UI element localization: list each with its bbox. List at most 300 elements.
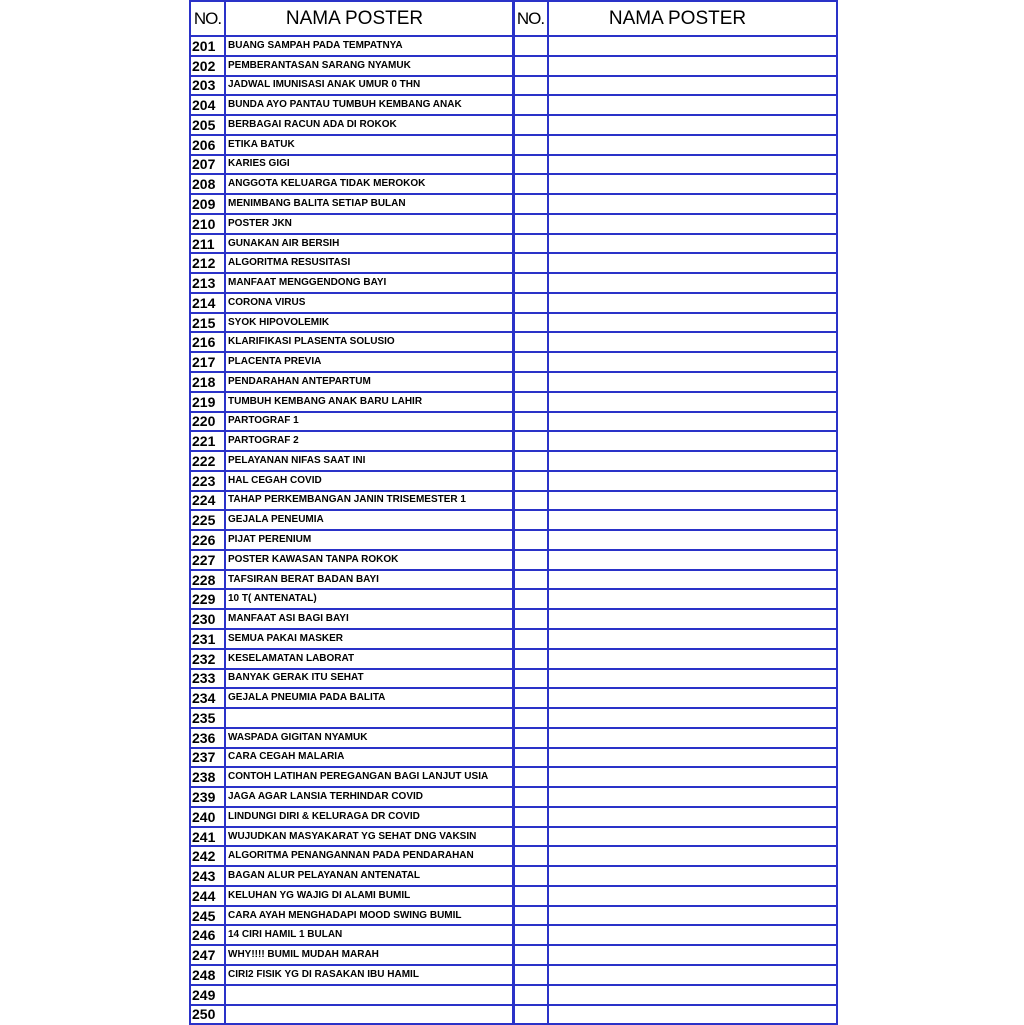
table-row: [190, 827, 514, 847]
table-row: [190, 194, 514, 214]
poster-number: 239: [190, 787, 225, 807]
table-row: [513, 135, 837, 155]
poster-number: [513, 115, 548, 135]
right-poster-table: [512, 0, 838, 1025]
poster-name: [548, 965, 837, 985]
poster-name: [548, 352, 837, 372]
table-row: [190, 807, 514, 827]
poster-name: [548, 332, 837, 352]
poster-number: 204: [190, 95, 225, 115]
table-row: [513, 866, 837, 886]
poster-number: [513, 530, 548, 550]
poster-name: [548, 748, 837, 768]
poster-number: [513, 669, 548, 689]
poster-number: 224: [190, 491, 225, 511]
poster-name: KLARIFIKASI PLASENTA SOLUSIO: [225, 332, 514, 352]
poster-number: 233: [190, 669, 225, 689]
poster-number: 223: [190, 471, 225, 491]
poster-name: KARIES GIGI: [225, 155, 514, 175]
table-row: [513, 115, 837, 135]
poster-number: [513, 135, 548, 155]
table-row: [513, 95, 837, 115]
table-row: [513, 846, 837, 866]
table-header-row: [190, 1, 514, 36]
poster-number: 235: [190, 708, 225, 728]
poster-number: [513, 352, 548, 372]
table-row: [513, 530, 837, 550]
poster-number: [513, 76, 548, 96]
table-row: [190, 530, 514, 550]
table-row: [513, 728, 837, 748]
poster-number: [513, 56, 548, 76]
poster-name: [548, 214, 837, 234]
table-row: [513, 451, 837, 471]
table-row: [513, 412, 837, 432]
poster-name: [548, 313, 837, 333]
table-row: [190, 273, 514, 293]
poster-name: HAL CEGAH COVID: [225, 471, 514, 491]
table-row: [513, 945, 837, 965]
poster-number: [513, 36, 548, 56]
table-row: [513, 748, 837, 768]
poster-number: 234: [190, 688, 225, 708]
table-row: [513, 253, 837, 273]
table-row: [513, 807, 837, 827]
poster-name: GEJALA PENEUMIA: [225, 510, 514, 530]
poster-number: [513, 510, 548, 530]
table-row: [190, 550, 514, 570]
poster-number: 214: [190, 293, 225, 313]
poster-name: BUNDA AYO PANTAU TUMBUH KEMBANG ANAK: [225, 95, 514, 115]
poster-number: [513, 886, 548, 906]
left-table-body: [190, 36, 514, 1024]
table-row: [190, 649, 514, 669]
poster-name: KELUHAN YG WAJIG DI ALAMI BUMIL: [225, 886, 514, 906]
poster-number: 237: [190, 748, 225, 768]
table-row: [190, 214, 514, 234]
poster-name: [548, 76, 837, 96]
poster-name: [548, 412, 837, 432]
poster-name: [548, 945, 837, 965]
table-row: [513, 570, 837, 590]
poster-number: [513, 787, 548, 807]
poster-name: JAGA AGAR LANSIA TERHINDAR COVID: [225, 787, 514, 807]
poster-number: [513, 194, 548, 214]
table-row: [190, 609, 514, 629]
table-row: [190, 886, 514, 906]
table-row: [190, 155, 514, 175]
table-row: [190, 965, 514, 985]
poster-name: [548, 293, 837, 313]
poster-name: ANGGOTA KELUARGA TIDAK MEROKOK: [225, 174, 514, 194]
table-row: [513, 688, 837, 708]
poster-name: [548, 807, 837, 827]
poster-number: 246: [190, 925, 225, 945]
poster-name: [548, 629, 837, 649]
table-row: [190, 1005, 514, 1025]
poster-name: [225, 985, 514, 1005]
poster-number: [513, 807, 548, 827]
poster-name: [548, 95, 837, 115]
poster-number: 212: [190, 253, 225, 273]
table-row: [513, 1005, 837, 1025]
table-row: [190, 728, 514, 748]
table-row: [513, 332, 837, 352]
poster-number: [513, 649, 548, 669]
table-row: [513, 392, 837, 412]
poster-name: WUJUDKAN MASYAKARAT YG SEHAT DNG VAKSIN: [225, 827, 514, 847]
poster-name: [548, 589, 837, 609]
poster-number: [513, 708, 548, 728]
table-row: [190, 491, 514, 511]
poster-number: [513, 313, 548, 333]
poster-name: ALGORITMA PENANGANNAN PADA PENDARAHAN: [225, 846, 514, 866]
table-row: [190, 669, 514, 689]
table-row: [190, 510, 514, 530]
table-row: [190, 135, 514, 155]
table-row: [190, 174, 514, 194]
table-row: [513, 609, 837, 629]
poster-number: 248: [190, 965, 225, 985]
poster-number: [513, 451, 548, 471]
poster-name: PIJAT PERENIUM: [225, 530, 514, 550]
poster-name: [548, 649, 837, 669]
poster-number: [513, 589, 548, 609]
poster-name: [548, 471, 837, 491]
table-row: [190, 431, 514, 451]
table-row: [513, 787, 837, 807]
table-row: [190, 293, 514, 313]
table-row: [513, 155, 837, 175]
poster-number: 226: [190, 530, 225, 550]
poster-number: [513, 985, 548, 1005]
poster-number: [513, 372, 548, 392]
poster-name: BUANG SAMPAH PADA TEMPATNYA: [225, 36, 514, 56]
poster-name: [548, 827, 837, 847]
table-row: [513, 906, 837, 926]
poster-name: [548, 174, 837, 194]
poster-name: [225, 1005, 514, 1025]
table-row: [190, 451, 514, 471]
table-row: [190, 332, 514, 352]
table-row: [190, 313, 514, 333]
poster-name: TAHAP PERKEMBANGAN JANIN TRISEMESTER 1: [225, 491, 514, 511]
poster-number: 240: [190, 807, 225, 827]
poster-name: BANYAK GERAK ITU SEHAT: [225, 669, 514, 689]
poster-name: [548, 115, 837, 135]
poster-name: [548, 491, 837, 511]
table-row: [190, 866, 514, 886]
table-row: [513, 293, 837, 313]
table-row: [513, 76, 837, 96]
poster-name: [548, 392, 837, 412]
table-row: [513, 985, 837, 1005]
poster-name: POSTER JKN: [225, 214, 514, 234]
table-row: [513, 589, 837, 609]
table-row: [190, 36, 514, 56]
column-header-name: NAMA POSTER: [548, 1, 837, 36]
table-row: [190, 234, 514, 254]
poster-number: 201: [190, 36, 225, 56]
poster-number: [513, 866, 548, 886]
table-row: [190, 56, 514, 76]
table-row: [513, 629, 837, 649]
column-header-name: NAMA POSTER: [225, 1, 514, 36]
table-row: [190, 570, 514, 590]
table-row: [513, 965, 837, 985]
poster-number: 209: [190, 194, 225, 214]
poster-number: [513, 728, 548, 748]
poster-name: [548, 669, 837, 689]
table-row: [513, 491, 837, 511]
poster-name: GUNAKAN AIR BERSIH: [225, 234, 514, 254]
poster-name: [548, 609, 837, 629]
poster-number: 247: [190, 945, 225, 965]
table-row: [513, 471, 837, 491]
poster-number: 220: [190, 412, 225, 432]
poster-number: [513, 174, 548, 194]
table-row: [513, 708, 837, 728]
poster-name: PARTOGRAF 1: [225, 412, 514, 432]
table-row: [190, 115, 514, 135]
poster-name: PEMBERANTASAN SARANG NYAMUK: [225, 56, 514, 76]
poster-name: [548, 135, 837, 155]
poster-number: [513, 293, 548, 313]
poster-number: 232: [190, 649, 225, 669]
poster-name: [548, 728, 837, 748]
poster-number: [513, 609, 548, 629]
table-row: [513, 214, 837, 234]
table-row: [513, 194, 837, 214]
poster-number: 203: [190, 76, 225, 96]
table-row: [513, 925, 837, 945]
poster-number: 207: [190, 155, 225, 175]
poster-number: [513, 273, 548, 293]
table-row: [190, 906, 514, 926]
column-header-no: NO.: [513, 1, 548, 36]
poster-name: [548, 985, 837, 1005]
poster-number: 202: [190, 56, 225, 76]
poster-name: [548, 906, 837, 926]
poster-number: [513, 214, 548, 234]
poster-number: 230: [190, 609, 225, 629]
table-row: [513, 767, 837, 787]
table-row: [513, 550, 837, 570]
table-row: [190, 945, 514, 965]
table-row: [190, 748, 514, 768]
poster-number: 211: [190, 234, 225, 254]
poster-name: [548, 688, 837, 708]
poster-number: 242: [190, 846, 225, 866]
poster-name: CARA AYAH MENGHADAPI MOOD SWING BUMIL: [225, 906, 514, 926]
poster-number: 225: [190, 510, 225, 530]
table-header-row: [513, 1, 837, 36]
poster-name: [548, 431, 837, 451]
poster-name: PLACENTA PREVIA: [225, 352, 514, 372]
table-row: [190, 846, 514, 866]
poster-name: WHY!!!! BUMIL MUDAH MARAH: [225, 945, 514, 965]
table-row: [190, 76, 514, 96]
poster-number: 217: [190, 352, 225, 372]
table-row: [190, 253, 514, 273]
poster-number: 205: [190, 115, 225, 135]
poster-number: [513, 570, 548, 590]
poster-number: 241: [190, 827, 225, 847]
poster-number: [513, 748, 548, 768]
poster-name: [548, 36, 837, 56]
poster-number: 229: [190, 589, 225, 609]
poster-name: PENDARAHAN ANTEPARTUM: [225, 372, 514, 392]
table-row: [513, 174, 837, 194]
poster-name: BERBAGAI RACUN ADA DI ROKOK: [225, 115, 514, 135]
poster-number: 210: [190, 214, 225, 234]
table-row: [513, 273, 837, 293]
poster-number: 215: [190, 313, 225, 333]
table-row: [513, 36, 837, 56]
poster-name: PARTOGRAF 2: [225, 431, 514, 451]
poster-number: [513, 846, 548, 866]
poster-name: [548, 253, 837, 273]
poster-number: [513, 767, 548, 787]
poster-name: CIRI2 FISIK YG DI RASAKAN IBU HAMIL: [225, 965, 514, 985]
poster-name: [548, 56, 837, 76]
poster-name: MANFAAT MENGGENDONG BAYI: [225, 273, 514, 293]
poster-name: KESELAMATAN LABORAT: [225, 649, 514, 669]
poster-number: [513, 431, 548, 451]
poster-name: JADWAL IMUNISASI ANAK UMUR 0 THN: [225, 76, 514, 96]
poster-number: 227: [190, 550, 225, 570]
poster-name: [225, 708, 514, 728]
table-row: [190, 688, 514, 708]
poster-name: [548, 846, 837, 866]
poster-number: [513, 253, 548, 273]
table-row: [513, 431, 837, 451]
table-row: [190, 471, 514, 491]
poster-name: [548, 886, 837, 906]
poster-number: 244: [190, 886, 225, 906]
poster-name: [548, 866, 837, 886]
poster-name: [548, 530, 837, 550]
poster-number: 245: [190, 906, 225, 926]
poster-name: [548, 234, 837, 254]
table-row: [513, 886, 837, 906]
table-row: [190, 925, 514, 945]
poster-name: CORONA VIRUS: [225, 293, 514, 313]
table-row: [513, 313, 837, 333]
poster-name: [548, 767, 837, 787]
table-row: [513, 234, 837, 254]
table-row: [190, 372, 514, 392]
table-row: [190, 985, 514, 1005]
poster-name: ALGORITMA RESUSITASI: [225, 253, 514, 273]
table-row: [190, 589, 514, 609]
poster-name: 14 CIRI HAMIL 1 BULAN: [225, 925, 514, 945]
poster-number: 206: [190, 135, 225, 155]
table-row: [190, 629, 514, 649]
poster-name: MENIMBANG BALITA SETIAP BULAN: [225, 194, 514, 214]
poster-number: [513, 550, 548, 570]
table-row: [513, 372, 837, 392]
poster-name: SYOK HIPOVOLEMIK: [225, 313, 514, 333]
poster-name: [548, 194, 837, 214]
poster-name: GEJALA PNEUMIA PADA BALITA: [225, 688, 514, 708]
poster-number: [513, 234, 548, 254]
poster-number: [513, 945, 548, 965]
poster-number: [513, 95, 548, 115]
table-row: [190, 392, 514, 412]
poster-number: 208: [190, 174, 225, 194]
poster-name: CARA CEGAH MALARIA: [225, 748, 514, 768]
poster-name: [548, 372, 837, 392]
poster-name: WASPADA GIGITAN NYAMUK: [225, 728, 514, 748]
table-row: [513, 510, 837, 530]
poster-name: [548, 510, 837, 530]
table-row: [190, 708, 514, 728]
poster-number: 238: [190, 767, 225, 787]
table-row: [190, 352, 514, 372]
poster-name: 10 T( ANTENATAL): [225, 589, 514, 609]
column-header-no: NO.: [190, 1, 225, 36]
poster-number: [513, 827, 548, 847]
poster-number: [513, 155, 548, 175]
poster-name: TUMBUH KEMBANG ANAK BARU LAHIR: [225, 392, 514, 412]
poster-number: [513, 1005, 548, 1025]
poster-number: 236: [190, 728, 225, 748]
poster-number: 216: [190, 332, 225, 352]
poster-name: SEMUA PAKAI MASKER: [225, 629, 514, 649]
poster-number: [513, 392, 548, 412]
table-row: [513, 56, 837, 76]
poster-name: [548, 925, 837, 945]
poster-number: 221: [190, 431, 225, 451]
poster-number: [513, 688, 548, 708]
poster-name: TAFSIRAN BERAT BADAN BAYI: [225, 570, 514, 590]
table-row: [190, 412, 514, 432]
poster-number: [513, 925, 548, 945]
poster-number: 219: [190, 392, 225, 412]
poster-number: [513, 332, 548, 352]
poster-number: [513, 965, 548, 985]
table-row: [190, 95, 514, 115]
right-table-body: [513, 36, 837, 1024]
table-row: [513, 669, 837, 689]
poster-name: [548, 1005, 837, 1025]
table-row: [513, 827, 837, 847]
poster-number: [513, 412, 548, 432]
poster-name: [548, 570, 837, 590]
poster-name: POSTER KAWASAN TANPA ROKOK: [225, 550, 514, 570]
poster-name: ETIKA BATUK: [225, 135, 514, 155]
table-row: [513, 352, 837, 372]
poster-number: 222: [190, 451, 225, 471]
poster-name: [548, 273, 837, 293]
poster-name: [548, 550, 837, 570]
poster-number: 250: [190, 1005, 225, 1025]
poster-name: BAGAN ALUR PELAYANAN ANTENATAL: [225, 866, 514, 886]
table-row: [513, 649, 837, 669]
poster-name: [548, 451, 837, 471]
poster-number: 228: [190, 570, 225, 590]
poster-name: PELAYANAN NIFAS SAAT INI: [225, 451, 514, 471]
poster-number: [513, 629, 548, 649]
poster-number: 249: [190, 985, 225, 1005]
poster-number: [513, 471, 548, 491]
poster-name: [548, 155, 837, 175]
poster-name: CONTOH LATIHAN PEREGANGAN BAGI LANJUT USIA: [225, 767, 514, 787]
poster-number: 213: [190, 273, 225, 293]
poster-name: MANFAAT ASI BAGI BAYI: [225, 609, 514, 629]
poster-number: 231: [190, 629, 225, 649]
